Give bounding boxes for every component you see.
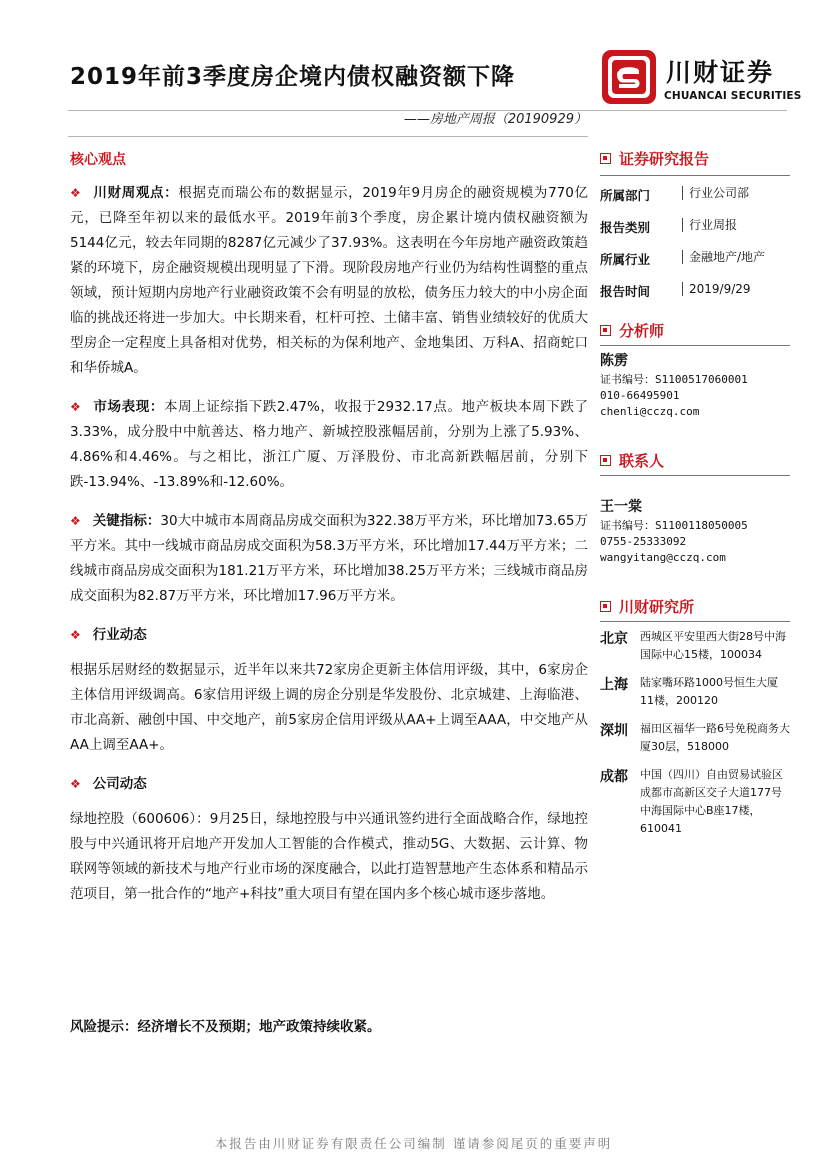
company-logo (602, 48, 802, 108)
main-column (70, 146, 588, 921)
company-heading: ❖ 公司动态 (70, 776, 147, 792)
square-bullet-icon (600, 325, 611, 336)
logo-english-name: CHUANCAI SECURITIES (664, 90, 802, 102)
analyst-heading: 分析师 (600, 320, 790, 341)
analyst-phone: 010-66495901 (600, 389, 680, 402)
square-bullet-icon (600, 601, 611, 612)
office-address: 深圳 福田区福华一路6号免税商务大厦30层，518000 (600, 722, 790, 753)
sidebar-divider (600, 621, 790, 622)
view-text: 根据克而瑞公布的数据显示，2019年9月房企的融资规模为770亿元，已降至年初以来的最低水平。2019年前3个季度，房企累计境内债权融资额为5144亿元，较去年同期的8287亿元减少了37.93%。这表明在今年房地产融资政策趋紧的环境下，房企融资规模出现明显了下滑。现阶段房地产行业仍为结构性调整的重点领域，预计短期内房地产行业融资政策不会有明显的放松，债务压力较大的中小房企面临的挑战还将进一步加大。中长期来看，杠杆可控、土储丰富、销售业绩较好的优质大型房企一定程度上具备相对优势，相关标的为保利地产、金地集团、万科A、招商蛇口和华侨城A。 (70, 185, 589, 376)
analyst-name: 陈雳 (600, 353, 628, 369)
sidebar-divider (600, 475, 790, 476)
market-lead: 市场表现： (93, 399, 164, 415)
analyst-cert: 证书编号：S1100517060001 (600, 373, 748, 386)
diamond-bullet-icon: ❖ (70, 514, 81, 528)
contact-cert: 证书编号：S1100118050005 (600, 519, 748, 532)
logo-mark-icon (602, 50, 656, 104)
diamond-bullet-icon: ❖ (70, 186, 82, 200)
contact-phone: 0755-25333092 (600, 535, 687, 548)
view-paragraph (70, 181, 588, 381)
sidebar-divider (600, 175, 790, 176)
report-info-heading: 证券研究报告 (600, 148, 790, 169)
analyst-email[interactable]: chenli@cczq.com (600, 405, 700, 418)
industry-heading: ❖ 行业动态 (70, 627, 147, 643)
industry-text: 根据乐居财经的数据显示，近半年以来共72家房企更新主体信用评级，其中，6家房企主体信用评级调高。6家信用评级上调的房企分别是华发股份、北京城建、上海临港、市北高新、融创中国、中交地产，前5家房企信用评级从AA+上调至AAA，中交地产从AA上调至AA+。 (70, 662, 588, 753)
info-row: 所属行业 金融地产/地产 (600, 250, 766, 267)
logo-chinese-name: 川财证券 (666, 58, 775, 87)
report-title: 2019年前3季度房企境内债权融资额下降 (70, 64, 516, 90)
contact-email[interactable]: wangyitang@cczq.com (600, 551, 726, 564)
indicators-paragraph (70, 509, 588, 609)
square-bullet-icon (600, 455, 611, 466)
info-row: 所属部门 行业公司部 (600, 186, 750, 203)
info-row: 报告类别 行业周报 (600, 218, 738, 235)
office-address: 成都 中国（四川）自由贸易试验区成都市高新区交子大道177号中海国际中心B座17楼，610041 (600, 768, 783, 835)
page-footer: 本报告由川财证券有限责任公司编制 谨请参阅尾页的重要声明 (214, 1136, 613, 1151)
sidebar-divider (600, 345, 790, 346)
office-address: 北京 西城区平安里西大街28号中海国际中心15楼，100034 (600, 630, 786, 661)
indicators-lead: 关键指标： (92, 513, 161, 529)
info-row: 报告时间 2019/9/29 (600, 282, 751, 299)
core-view-heading: 核心观点 (70, 152, 126, 168)
contact-heading: 联系人 (600, 450, 790, 471)
diamond-bullet-icon: ❖ (70, 628, 81, 642)
contact-name: 王一棠 (600, 499, 642, 515)
report-subtitle: ——房地产周报（20190929） (403, 112, 587, 127)
subtitle-divider (68, 136, 588, 137)
market-text: 本周上证综指下跌2.47%，收报于2932.17点。地产板块本周下跌了3.33%，成分股中中航善达、格力地产、新城控股涨幅居前，分别为上涨了5.93%、4.86%和4.46%。与之相比，浙江广厦、万泽股份、市北高新跌幅居前，分别下跌-13.94%、-13.89%和-12.60%。 (70, 399, 588, 490)
sidebar (600, 148, 790, 848)
company-text: 绿地控股（600606）：9月25日，绿地控股与中兴通讯签约进行全面战略合作，绿地控股与中兴通讯将开启地产开发加人工智能的合作模式，推动5G、大数据、云计算、物联网等领域的新技术与地产行业市场的深度融合，以此打造智慧地产生态体系和精品示范项目，第一批合作的“地产+科技”重大项目有望在国内多个核心城市逐步落地。 (70, 811, 588, 902)
diamond-bullet-icon: ❖ (70, 400, 82, 414)
square-bullet-icon (600, 153, 611, 164)
diamond-bullet-icon: ❖ (70, 777, 81, 791)
indicators-text: 30大中城市本周商品房成交面积为322.38万平方米，环比增加73.65万平方米。其中一线城市商品房成交面积为58.3万平方米，环比增加17.44万平方米；二线城市商品房成交面积为181.21万平方米，环比增加38.25万平方米；三线城市商品房成交面积为82.87万平方米，环比增加17.96万平方米。 (70, 513, 588, 604)
institute-heading: 川财研究所 (600, 596, 790, 617)
risk-warning: 风险提示：经济增长不及预期；地产政策持续收紧。 (70, 1019, 381, 1035)
view-lead: 川财周观点： (93, 185, 179, 201)
office-address: 上海 陆家嘴环路1000号恒生大厦11楼，200120 (600, 676, 778, 707)
market-paragraph (70, 395, 588, 495)
